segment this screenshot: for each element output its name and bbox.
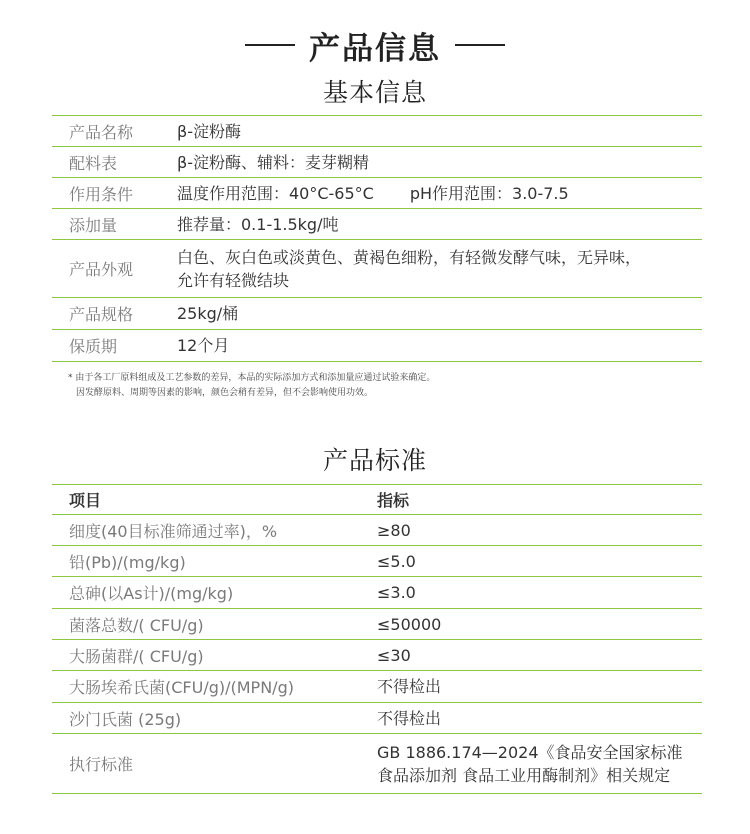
row-label: 产品名称 (69, 122, 134, 142)
page-title-text: 产品信息 (309, 30, 441, 67)
standard-line-1: GB 1886.174—2024《食品安全国家标准 (377, 742, 683, 762)
basic-info-title: 基本信息 (322, 78, 427, 107)
footnote-line-2: 因发酵原料、周期等因素的影响，颜色会稍有差异，但不会影响使用功效。 (76, 388, 374, 398)
appearance-line-1: 白色、灰白色或淡黄色、黄褐色细粉，有轻微发酵气味，无异味， (177, 247, 642, 267)
table-row (52, 330, 702, 362)
temperature-range: 温度作用范围：40°C-65°C (177, 183, 374, 203)
row-value: 不得检出 (377, 708, 442, 728)
row-value: β-淀粉酶、辅料：麦芽糊精 (177, 152, 369, 172)
table-row (52, 116, 702, 147)
row-value: ≤5.0 (377, 551, 416, 571)
row-label: 总砷(以As计)/(mg/kg) (69, 584, 234, 603)
standard-line-2: 食品添加剂 食品工业用酶制剂》相关规定 (377, 765, 671, 785)
row-value: 推荐量：0.1-1.5kg/吨 (177, 214, 339, 234)
row-label: 产品规格 (69, 305, 134, 324)
row-label: 作用条件 (69, 184, 134, 204)
row-value (377, 734, 702, 794)
table-row (52, 640, 702, 671)
table-row (52, 609, 702, 640)
table-row (52, 734, 702, 794)
table-row (52, 671, 702, 703)
table-row (52, 703, 702, 734)
row-label: 大肠菌群/( CFU/g) (69, 646, 204, 666)
table-row (52, 240, 702, 298)
row-value: ≤50000 (377, 614, 442, 634)
row-label: 沙门氏菌 (25g) (69, 709, 182, 729)
row-value: ≥80 (377, 520, 411, 540)
footnote-line-1: * 由于各工厂原料组成及工艺参数的差异，本品的实际添加方式和添加量应通过试验来确定。 (68, 373, 436, 383)
title-left-dash (245, 44, 295, 46)
row-value: 25kg/桶 (177, 304, 239, 323)
header-item: 项目 (69, 491, 102, 510)
row-label: 菌落总数/( CFU/g) (69, 615, 204, 635)
row-label: 配料表 (69, 153, 118, 173)
page-title (0, 20, 750, 70)
appearance-line-2: 允许有轻微结块 (177, 270, 290, 290)
row-value (177, 178, 702, 209)
row-value: ≤3.0 (377, 583, 416, 602)
standard-table (52, 484, 702, 794)
row-value: 不得检出 (377, 677, 442, 696)
table-row (52, 209, 702, 240)
row-value: ≤30 (377, 645, 411, 665)
row-value: 12个月 (177, 336, 230, 355)
table-row (52, 298, 702, 330)
title-right-dash (455, 44, 505, 46)
row-label: 细度(40目标准筛通过率)，% (69, 521, 278, 541)
header-index: 指标 (377, 491, 410, 510)
table-row (52, 147, 702, 178)
row-value (177, 240, 702, 298)
standard-title: 产品标准 (322, 446, 427, 475)
footnote (68, 371, 435, 401)
table-row (52, 515, 702, 546)
basic-info-table (52, 115, 702, 362)
row-label: 产品外观 (69, 260, 134, 279)
row-label: 添加量 (69, 215, 118, 235)
row-label: 铅(Pb)/(mg/kg) (69, 552, 186, 572)
row-value: β-淀粉酶 (177, 121, 241, 141)
row-label: 保质期 (69, 337, 118, 356)
table-row (52, 178, 702, 209)
table-row (52, 546, 702, 577)
row-label: 执行标准 (69, 755, 134, 774)
table-row (52, 577, 702, 609)
ph-range: pH作用范围：3.0-7.5 (409, 183, 569, 203)
table-header-row (52, 485, 702, 515)
row-label: 大肠埃希氏菌(CFU/g)/(MPN/g) (69, 678, 294, 697)
